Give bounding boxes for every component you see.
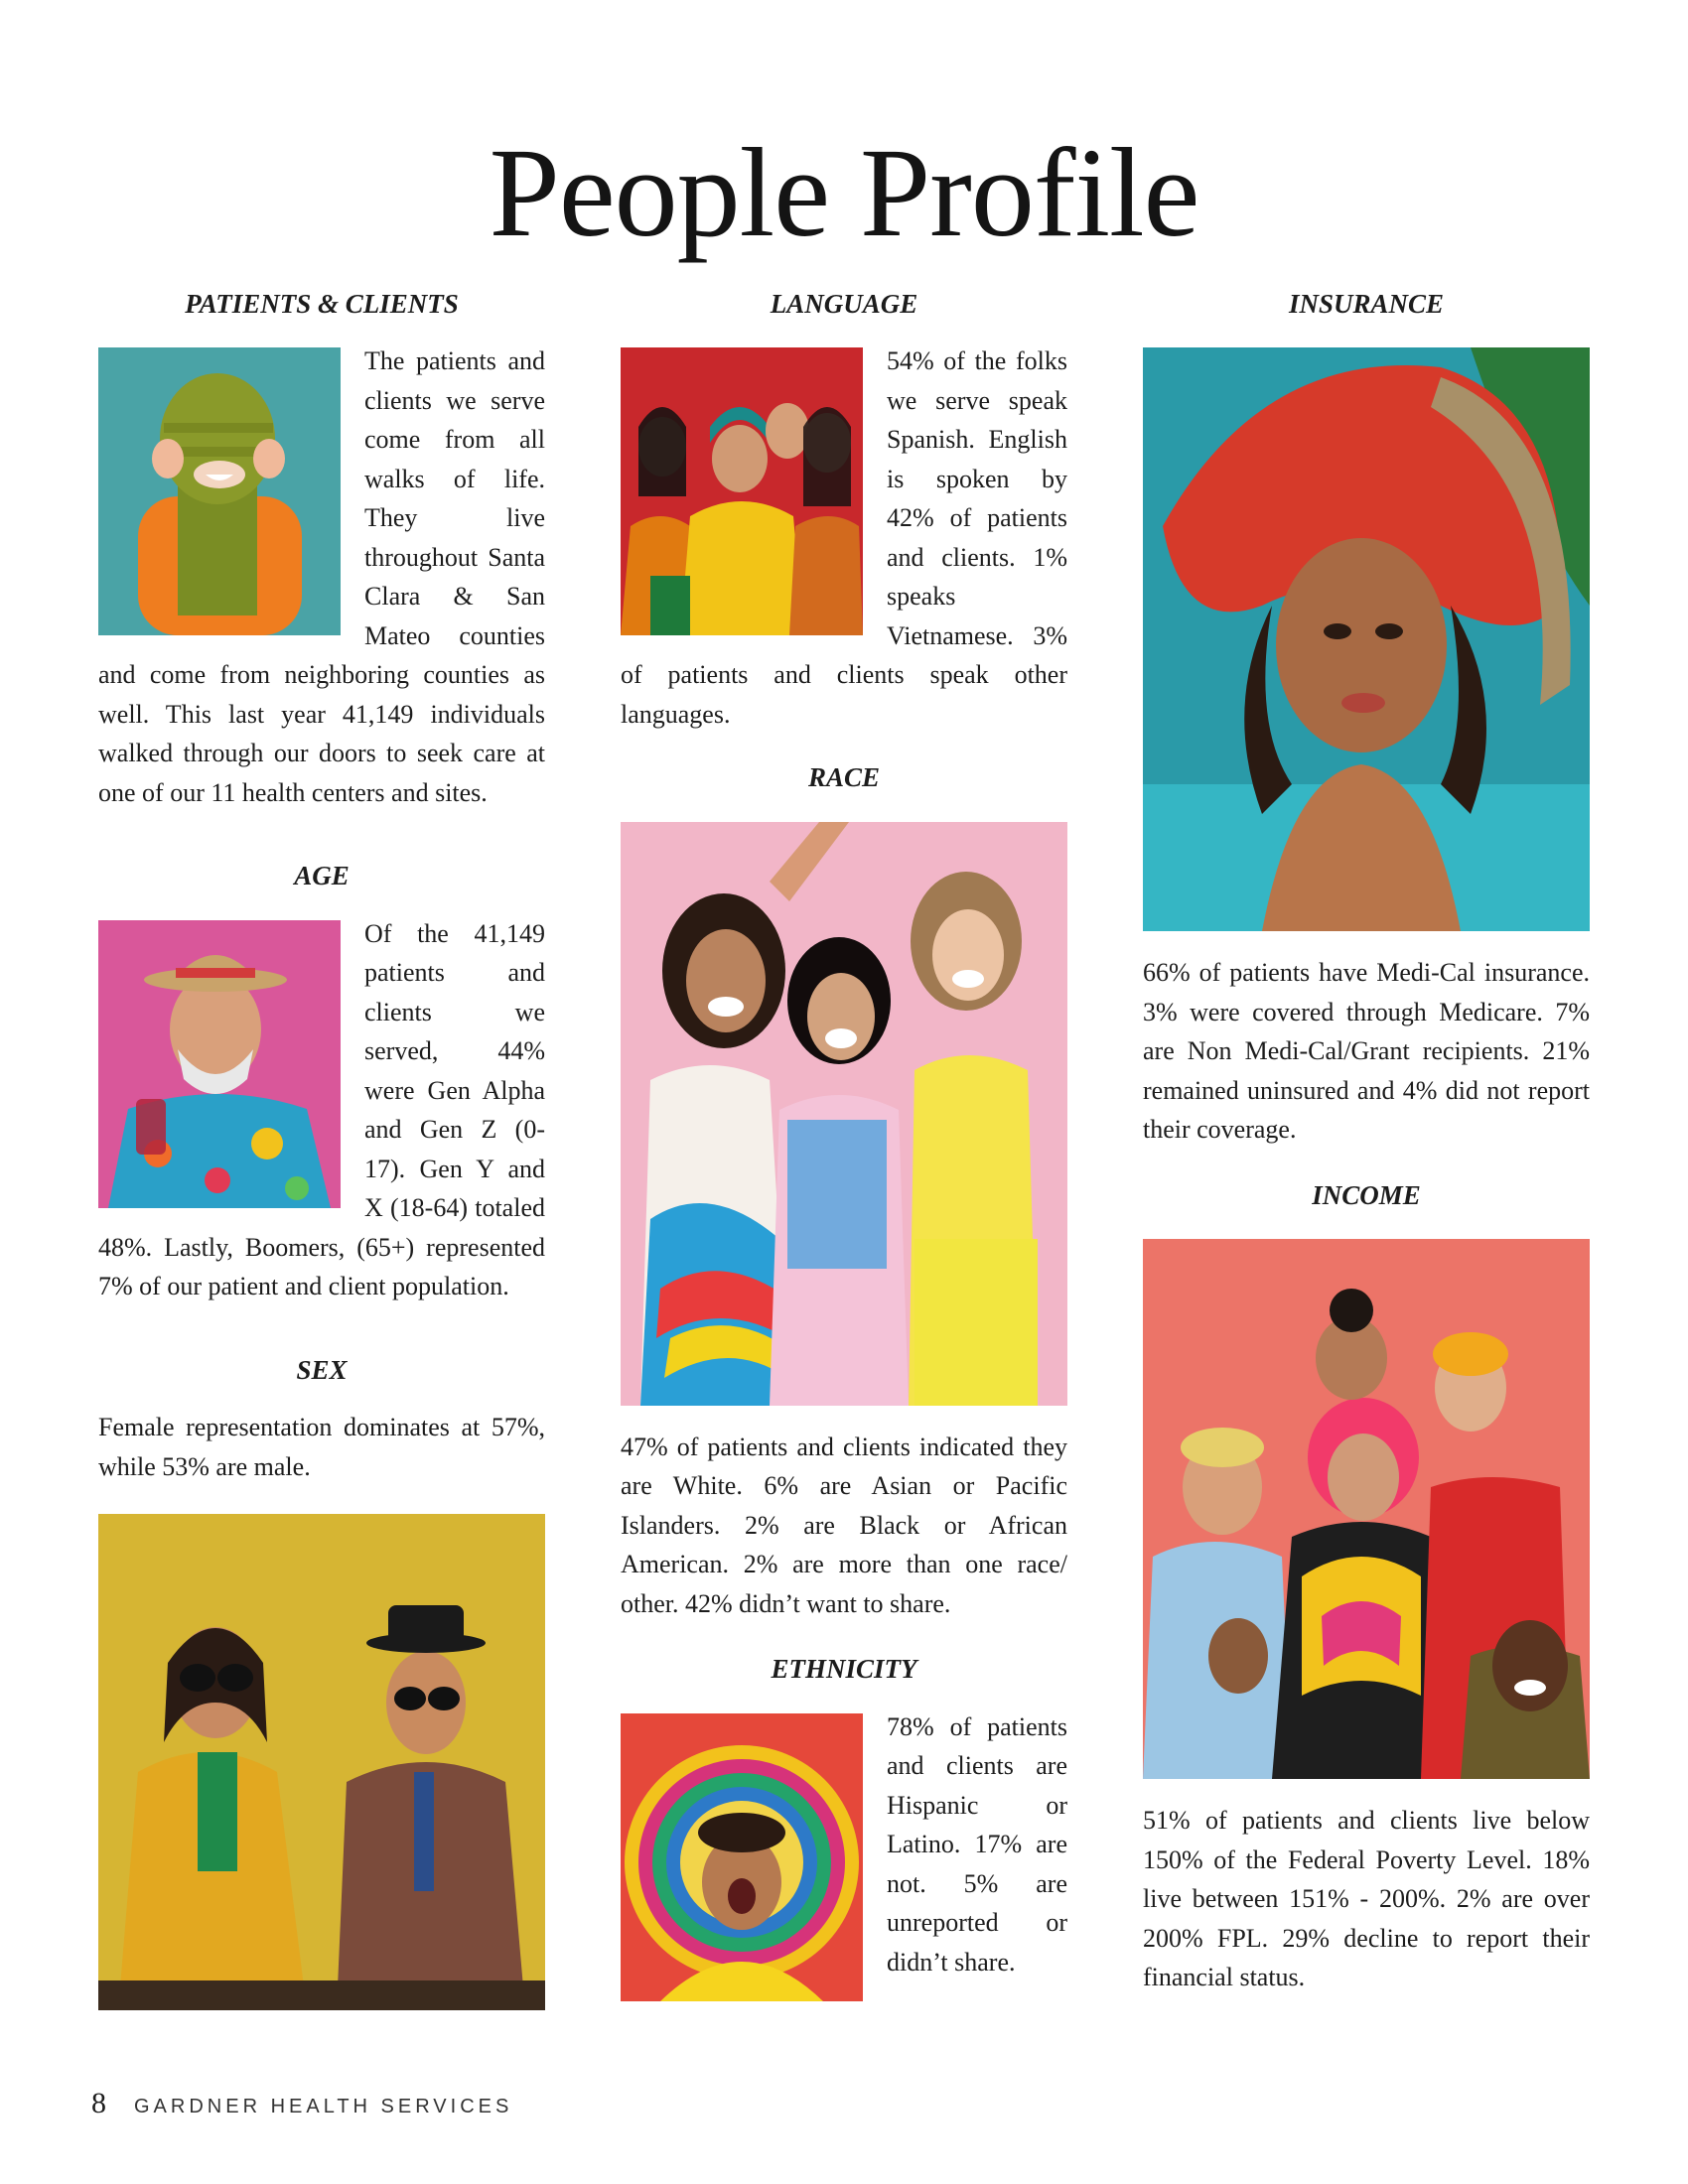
section-insurance (1143, 288, 1590, 1150)
page-footer (91, 2087, 512, 2120)
section-heading-ethnicity: ETHNICITY (771, 1654, 917, 1685)
column-right (1143, 288, 1590, 1997)
photo-couple-sunglasses (98, 1514, 545, 2010)
page-title: People Profile (489, 122, 1199, 263)
section-text-age: Of the 41,149 patients and clients we served, 44% were Gen Alpha and Gen Z (0-17). Gen Y and X (18-64) totaled 48%. Lastly, Boomers, (65+) represented 7% of our patient and client population. (98, 918, 545, 1301)
section-patients-clients (98, 288, 545, 812)
column-middle (621, 288, 1067, 2009)
photo-child-sombrero (621, 1713, 863, 2001)
section-text-sex: Female representation dominates at 57%, while 53% are male. (98, 1413, 545, 1481)
section-text-language: 54% of the folks we serve speak Spanish. English is spoken by 42% of patients and clients. 1% speaks Vietnamese. 3% of patients and clients speak other languages. (621, 346, 1067, 729)
column-left (98, 288, 545, 2010)
organization-name: GARDNER HEALTH SERVICES (134, 2096, 513, 2117)
section-heading-age: AGE (294, 861, 350, 891)
section-text-income: 51% of patients and clients live below 150% of the Federal Poverty Level. 18% live between 151% - 200%. 2% are over 200% FPL. 29% decline to report their financial status. (1143, 1806, 1590, 1992)
photo-three-women-laughing (621, 822, 1067, 1406)
section-ethnicity (621, 1653, 1067, 2008)
photo-child-knit-hat (98, 347, 341, 635)
section-heading-income: INCOME (1312, 1179, 1421, 1210)
section-heading-language: LANGUAGE (770, 289, 918, 319)
photo-woman-red-hat (1143, 347, 1590, 931)
section-heading-insurance: INSURANCE (1288, 289, 1445, 319)
section-heading-race: RACE (807, 762, 881, 793)
section-text-patients-clients: The patients and clients we serve come from all walks of life. They live throughout Santa Clara & San Mateo counties and come from neighboring counties as well. This last year 41,149 individuals walked through our doors to seek care at one of our 11 health centers and sites. (98, 346, 545, 807)
section-income (1143, 1179, 1590, 1997)
section-language (621, 288, 1067, 734)
photo-four-women-colorful (621, 347, 863, 635)
page-number: 8 (91, 2087, 106, 2119)
section-sex (98, 1354, 545, 2010)
photo-group-of-friends (1143, 1239, 1590, 1779)
section-text-ethnicity: 78% of patients and clients are Hispanic or Latino. 17% are not. 5% are unreported or didn’t share. (887, 1711, 1067, 1977)
section-race (621, 761, 1067, 1623)
section-age (98, 860, 545, 1305)
section-heading-patients-clients: PATIENTS & CLIENTS (185, 289, 459, 319)
photo-older-man-hawaiian-shirt (98, 920, 341, 1208)
section-heading-sex: SEX (296, 1354, 348, 1385)
section-text-race: 47% of patients and clients indicated they are White. 6% are Asian or Pacific Islanders. 2% are Black or African American. 2% are more than one race/ other. 42% didn’t want to share. (621, 1432, 1067, 1618)
section-text-insurance: 66% of patients have Medi-Cal insurance. 3% were covered through Medicare. 7% are Non Medi-Cal/Grant recipients. 21% remained uninsured and 4% did not report their coverage. (1143, 958, 1590, 1145)
